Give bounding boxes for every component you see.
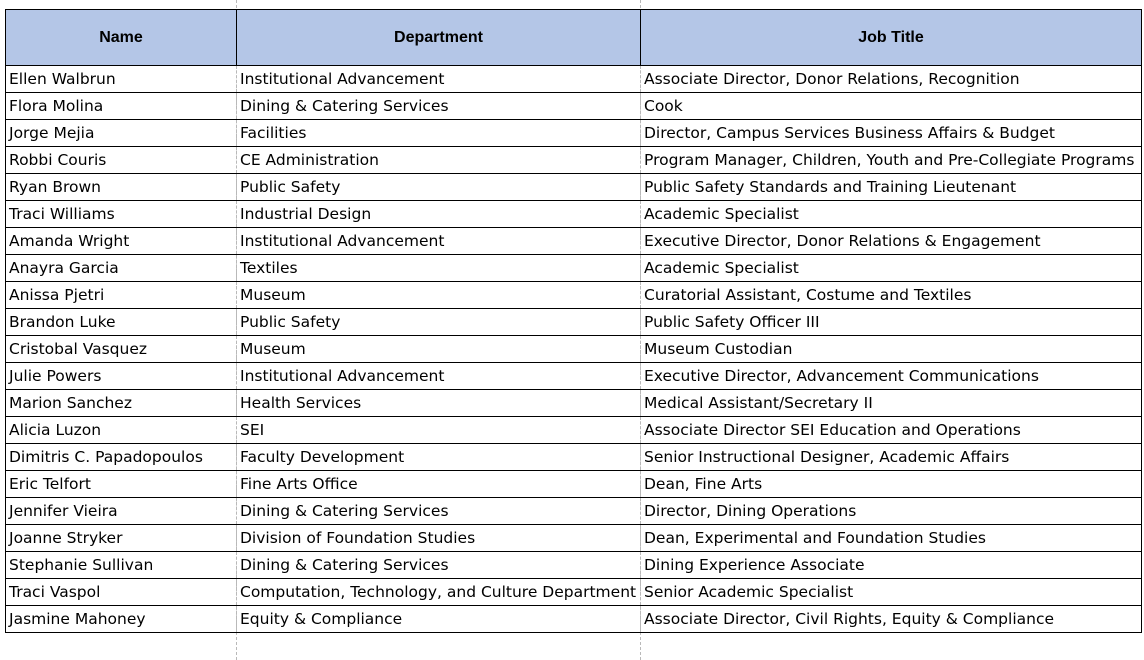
cell-job-title[interactable]: Associate Director, Donor Relations, Recognition bbox=[641, 66, 1142, 93]
cell-job-title[interactable]: Museum Custodian bbox=[641, 336, 1142, 363]
cell-name[interactable]: Eric Telfort bbox=[6, 471, 237, 498]
cell-department[interactable]: Institutional Advancement bbox=[237, 363, 641, 390]
cell-job-title[interactable]: Academic Specialist bbox=[641, 255, 1142, 282]
cell-name[interactable]: Julie Powers bbox=[6, 363, 237, 390]
table-row bbox=[6, 498, 1142, 525]
cell-name[interactable]: Robbi Couris bbox=[6, 147, 237, 174]
cell-job-title[interactable]: Senior Instructional Designer, Academic Affairs bbox=[641, 444, 1142, 471]
cell-job-title[interactable]: Curatorial Assistant, Costume and Textiles bbox=[641, 282, 1142, 309]
cell-job-title[interactable]: Executive Director, Advancement Communications bbox=[641, 363, 1142, 390]
cell-department[interactable]: Institutional Advancement bbox=[237, 66, 641, 93]
table-row bbox=[6, 120, 1142, 147]
cell-name[interactable]: Jasmine Mahoney bbox=[6, 606, 237, 633]
table-row bbox=[6, 552, 1142, 579]
table-body bbox=[6, 66, 1142, 633]
cell-department[interactable]: Faculty Development bbox=[237, 444, 641, 471]
cell-name[interactable]: Traci Williams bbox=[6, 201, 237, 228]
cell-job-title[interactable]: Associate Director, Civil Rights, Equity & Compliance bbox=[641, 606, 1142, 633]
cell-job-title[interactable]: Director, Campus Services Business Affairs & Budget bbox=[641, 120, 1142, 147]
table-row bbox=[6, 228, 1142, 255]
cell-department[interactable]: Industrial Design bbox=[237, 201, 641, 228]
table-row bbox=[6, 606, 1142, 633]
cell-name[interactable]: Jorge Mejia bbox=[6, 120, 237, 147]
cell-name[interactable]: Jennifer Vieira bbox=[6, 498, 237, 525]
cell-name[interactable]: Anissa Pjetri bbox=[6, 282, 237, 309]
cell-name[interactable]: Anayra Garcia bbox=[6, 255, 237, 282]
cell-department[interactable]: SEI bbox=[237, 417, 641, 444]
cell-job-title[interactable]: Dean, Fine Arts bbox=[641, 471, 1142, 498]
cell-job-title[interactable]: Medical Assistant/Secretary II bbox=[641, 390, 1142, 417]
cell-job-title[interactable]: Executive Director, Donor Relations & Engagement bbox=[641, 228, 1142, 255]
cell-name[interactable]: Traci Vaspol bbox=[6, 579, 237, 606]
table-row bbox=[6, 93, 1142, 120]
cell-name[interactable]: Marion Sanchez bbox=[6, 390, 237, 417]
staff-table bbox=[5, 9, 1142, 633]
cell-job-title[interactable]: Cook bbox=[641, 93, 1142, 120]
table-row bbox=[6, 201, 1142, 228]
cell-job-title[interactable]: Public Safety Officer III bbox=[641, 309, 1142, 336]
cell-name[interactable]: Joanne Stryker bbox=[6, 525, 237, 552]
header-row bbox=[6, 10, 1142, 66]
cell-department[interactable]: Health Services bbox=[237, 390, 641, 417]
table-row bbox=[6, 390, 1142, 417]
table-row bbox=[6, 336, 1142, 363]
cell-name[interactable]: Stephanie Sullivan bbox=[6, 552, 237, 579]
cell-name[interactable]: Brandon Luke bbox=[6, 309, 237, 336]
table-row bbox=[6, 417, 1142, 444]
table-row bbox=[6, 147, 1142, 174]
header-job-title[interactable]: Job Title bbox=[641, 10, 1142, 66]
cell-job-title[interactable]: Program Manager, Children, Youth and Pre-Collegiate Programs bbox=[641, 147, 1142, 174]
cell-department[interactable]: Public Safety bbox=[237, 309, 641, 336]
table-row bbox=[6, 471, 1142, 498]
cell-job-title[interactable]: Dean, Experimental and Foundation Studies bbox=[641, 525, 1142, 552]
table-row bbox=[6, 525, 1142, 552]
cell-name[interactable]: Cristobal Vasquez bbox=[6, 336, 237, 363]
cell-department[interactable]: Dining & Catering Services bbox=[237, 93, 641, 120]
table-row bbox=[6, 444, 1142, 471]
cell-department[interactable]: Equity & Compliance bbox=[237, 606, 641, 633]
cell-name[interactable]: Flora Molina bbox=[6, 93, 237, 120]
cell-department[interactable]: Institutional Advancement bbox=[237, 228, 641, 255]
cell-department[interactable]: CE Administration bbox=[237, 147, 641, 174]
cell-name[interactable]: Ryan Brown bbox=[6, 174, 237, 201]
cell-department[interactable]: Computation, Technology, and Culture Department bbox=[237, 579, 641, 606]
cell-name[interactable]: Ellen Walbrun bbox=[6, 66, 237, 93]
table-row bbox=[6, 255, 1142, 282]
table-row bbox=[6, 282, 1142, 309]
cell-department[interactable]: Facilities bbox=[237, 120, 641, 147]
cell-department[interactable]: Museum bbox=[237, 282, 641, 309]
header-department[interactable]: Department bbox=[237, 10, 641, 66]
cell-job-title[interactable]: Academic Specialist bbox=[641, 201, 1142, 228]
cell-name[interactable]: Alicia Luzon bbox=[6, 417, 237, 444]
cell-job-title[interactable]: Public Safety Standards and Training Lieutenant bbox=[641, 174, 1142, 201]
cell-job-title[interactable]: Senior Academic Specialist bbox=[641, 579, 1142, 606]
cell-department[interactable]: Dining & Catering Services bbox=[237, 498, 641, 525]
cell-department[interactable]: Fine Arts Office bbox=[237, 471, 641, 498]
cell-department[interactable]: Textiles bbox=[237, 255, 641, 282]
header-name[interactable]: Name bbox=[6, 10, 237, 66]
table-row bbox=[6, 66, 1142, 93]
table-row bbox=[6, 579, 1142, 606]
cell-name[interactable]: Dimitris C. Papadopoulos bbox=[6, 444, 237, 471]
table-row bbox=[6, 309, 1142, 336]
cell-department[interactable]: Museum bbox=[237, 336, 641, 363]
cell-job-title[interactable]: Director, Dining Operations bbox=[641, 498, 1142, 525]
cell-department[interactable]: Public Safety bbox=[237, 174, 641, 201]
cell-job-title[interactable]: Dining Experience Associate bbox=[641, 552, 1142, 579]
table-row bbox=[6, 363, 1142, 390]
cell-job-title[interactable]: Associate Director SEI Education and Operations bbox=[641, 417, 1142, 444]
cell-department[interactable]: Division of Foundation Studies bbox=[237, 525, 641, 552]
cell-department[interactable]: Dining & Catering Services bbox=[237, 552, 641, 579]
table-row bbox=[6, 174, 1142, 201]
cell-name[interactable]: Amanda Wright bbox=[6, 228, 237, 255]
